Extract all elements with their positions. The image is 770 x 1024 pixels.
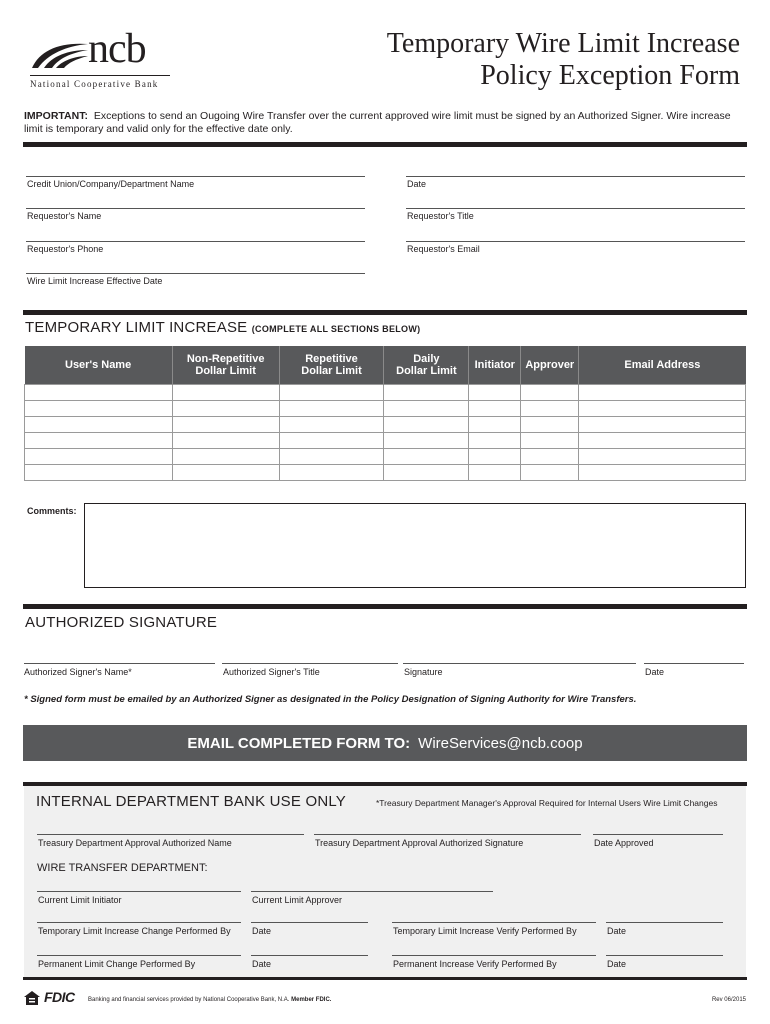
- col-non-repetitive: Non-Repetitive Dollar Limit: [172, 346, 279, 384]
- table-cell[interactable]: [25, 416, 173, 432]
- auth-section-title: AUTHORIZED SIGNATURE: [25, 614, 218, 631]
- table-cell[interactable]: [279, 448, 384, 464]
- table-cell[interactable]: [521, 384, 579, 400]
- table-row: [25, 416, 746, 432]
- revision-date: Rev 06/2015: [711, 997, 746, 1003]
- table-cell[interactable]: [172, 416, 279, 432]
- requestor-phone-label: Requestor's Phone: [27, 244, 104, 254]
- email-instructions-bar: [23, 725, 747, 761]
- current-approver-field-line[interactable]: [251, 891, 493, 892]
- company-field-line[interactable]: [26, 176, 365, 177]
- section-divider: [23, 604, 747, 609]
- table-cell[interactable]: [521, 464, 579, 480]
- temp-change-date-label: Date: [252, 926, 272, 936]
- comments-label: Comments:: [27, 506, 77, 516]
- requestor-email-field-line[interactable]: [406, 241, 745, 242]
- table-cell[interactable]: [279, 416, 384, 432]
- table-cell[interactable]: [172, 464, 279, 480]
- table-row: [25, 464, 746, 480]
- important-label: IMPORTANT:: [24, 110, 88, 122]
- footer-disclaimer: [88, 997, 331, 1003]
- email-address-link[interactable]: WireServices@ncb.coop: [418, 734, 583, 752]
- table-cell[interactable]: [469, 384, 521, 400]
- ncb-logo-swoosh-icon: [30, 40, 90, 70]
- table-cell[interactable]: [279, 432, 384, 448]
- treasury-sig-field-line[interactable]: [314, 834, 581, 835]
- perm-verify-field-line[interactable]: [392, 955, 596, 956]
- table-cell[interactable]: [469, 448, 521, 464]
- table-cell[interactable]: [579, 400, 746, 416]
- table-header-row: [25, 346, 746, 384]
- temp-verify-field-line[interactable]: [392, 922, 596, 923]
- section-divider: [23, 782, 747, 786]
- perm-verify-date-field-line[interactable]: [606, 955, 723, 956]
- temp-verify-label: Temporary Limit Increase Verify Performed By: [393, 926, 577, 936]
- table-cell[interactable]: [25, 448, 173, 464]
- limit-section-heading: [25, 319, 420, 336]
- comments-textarea[interactable]: [84, 503, 746, 588]
- col-users-name: User's Name: [25, 346, 173, 384]
- logo-subtitle: National Cooperative Bank: [30, 79, 159, 89]
- table-cell[interactable]: [384, 448, 469, 464]
- signature-field-line[interactable]: [403, 663, 636, 664]
- table-cell[interactable]: [469, 400, 521, 416]
- section-divider: [23, 310, 747, 315]
- signer-title-field-line[interactable]: [222, 663, 398, 664]
- current-initiator-label: Current Limit Initiator: [38, 895, 122, 905]
- effective-date-field-line[interactable]: [26, 273, 365, 274]
- form-title: [387, 28, 740, 92]
- treasury-name-field-line[interactable]: [37, 834, 304, 835]
- table-cell[interactable]: [579, 416, 746, 432]
- auth-date-label: Date: [645, 667, 665, 677]
- footer-disclaimer-text: Banking and financial services provided by National Cooperative Bank, N.A.: [88, 997, 290, 1003]
- table-cell[interactable]: [469, 432, 521, 448]
- table-cell[interactable]: [579, 432, 746, 448]
- perm-verify-label: Permanent Increase Verify Performed By: [393, 959, 557, 969]
- form-title-line2: Policy Exception Form: [480, 60, 740, 91]
- signature-label: Signature: [404, 667, 443, 677]
- temp-change-date-field-line[interactable]: [251, 922, 368, 923]
- signer-title-label: Authorized Signer's Title: [223, 667, 320, 677]
- requestor-title-label: Requestor's Title: [407, 211, 474, 221]
- limits-table: [24, 346, 746, 481]
- table-row: [25, 432, 746, 448]
- requestor-name-label: Requestor's Name: [27, 211, 102, 221]
- requestor-email-label: Requestor's Email: [407, 244, 480, 254]
- col-repetitive: Repetitive Dollar Limit: [279, 346, 384, 384]
- temp-change-label: Temporary Limit Increase Change Performed By: [38, 926, 231, 936]
- col-approver: Approver: [521, 346, 579, 384]
- table-cell[interactable]: [579, 384, 746, 400]
- table-cell[interactable]: [279, 400, 384, 416]
- requestor-name-field-line[interactable]: [26, 208, 365, 209]
- table-cell[interactable]: [521, 432, 579, 448]
- treasury-name-label: Treasury Department Approval Authorized Name: [38, 838, 232, 848]
- limit-section-note: (COMPLETE ALL SECTIONS BELOW): [251, 324, 421, 334]
- table-row: [25, 400, 746, 416]
- table-cell[interactable]: [25, 464, 173, 480]
- requestor-phone-field-line[interactable]: [26, 241, 365, 242]
- signer-name-label: Authorized Signer's Name*: [24, 667, 132, 677]
- table-cell[interactable]: [25, 400, 173, 416]
- perm-change-date-label: Date: [252, 959, 272, 969]
- company-field-label: Credit Union/Company/Department Name: [27, 179, 195, 189]
- table-cell[interactable]: [384, 400, 469, 416]
- temp-verify-date-label: Date: [607, 926, 627, 936]
- wire-dept-heading: WIRE TRANSFER DEPARTMENT:: [37, 862, 208, 874]
- current-initiator-field-line[interactable]: [37, 891, 241, 892]
- table-cell[interactable]: [521, 416, 579, 432]
- table-cell[interactable]: [384, 432, 469, 448]
- treasury-sig-label: Treasury Department Approval Authorized Signature: [315, 838, 524, 848]
- table-cell[interactable]: [384, 464, 469, 480]
- form-title-line1: Temporary Wire Limit Increase: [386, 28, 740, 59]
- perm-change-date-field-line[interactable]: [251, 955, 368, 956]
- table-row: [25, 384, 746, 400]
- fdic-logo: FDIC: [44, 989, 75, 1005]
- table-cell[interactable]: [469, 416, 521, 432]
- footer-member-fdic: Member FDIC.: [291, 997, 332, 1003]
- col-daily: Daily Dollar Limit: [384, 346, 469, 384]
- date-field-line[interactable]: [406, 176, 745, 177]
- table-cell[interactable]: [579, 464, 746, 480]
- signer-name-field-line[interactable]: [24, 663, 215, 664]
- table-cell[interactable]: [384, 416, 469, 432]
- table-cell[interactable]: [521, 400, 579, 416]
- table-cell[interactable]: [172, 384, 279, 400]
- equal-housing-lender-icon: [24, 991, 40, 1005]
- table-cell[interactable]: [279, 464, 384, 480]
- authorized-signer-note: * Signed form must be emailed by an Authorized Signer as designated in the Policy Designation of Signing Authority for Wire Transfers.: [24, 694, 637, 705]
- auth-date-field-line[interactable]: [644, 663, 744, 664]
- table-cell[interactable]: [579, 448, 746, 464]
- table-cell[interactable]: [521, 448, 579, 464]
- important-notice: [24, 110, 746, 136]
- effective-date-label: Wire Limit Increase Effective Date: [27, 276, 163, 286]
- temp-verify-date-field-line[interactable]: [606, 922, 723, 923]
- col-email: Email Address: [579, 346, 746, 384]
- section-divider: [23, 977, 747, 980]
- table-cell[interactable]: [172, 400, 279, 416]
- temp-change-field-line[interactable]: [37, 922, 241, 923]
- table-cell[interactable]: [469, 464, 521, 480]
- table-cell[interactable]: [279, 384, 384, 400]
- important-text: Exceptions to send an Ougoing Wire Transfer over the current approved wire limit must be signed by an Authorized Signer. Wire increase limit is temporary and valid only for the effective date only.: [24, 110, 731, 135]
- col-initiator: Initiator: [469, 346, 521, 384]
- table-cell[interactable]: [384, 384, 469, 400]
- date-approved-label: Date Approved: [594, 838, 654, 848]
- internal-section: [24, 782, 746, 980]
- perm-change-field-line[interactable]: [37, 955, 241, 956]
- table-row: [25, 448, 746, 464]
- section-divider: [23, 142, 747, 147]
- table-cell[interactable]: [25, 384, 173, 400]
- requestor-title-field-line[interactable]: [406, 208, 745, 209]
- perm-verify-date-label: Date: [607, 959, 627, 969]
- table-cell[interactable]: [172, 448, 279, 464]
- table-cell[interactable]: [25, 432, 173, 448]
- limit-section-title: TEMPORARY LIMIT INCREASE: [25, 319, 248, 336]
- perm-change-label: Permanent Limit Change Performed By: [38, 959, 196, 969]
- logo-rule: [30, 75, 170, 76]
- date-approved-field-line[interactable]: [593, 834, 723, 835]
- date-field-label: Date: [407, 179, 427, 189]
- logo-wordmark: ncb: [88, 26, 146, 72]
- table-cell[interactable]: [172, 432, 279, 448]
- internal-section-note: *Treasury Department Manager's Approval Required for Internal Users Wire Limit Changes: [376, 798, 718, 808]
- internal-section-title: INTERNAL DEPARTMENT BANK USE ONLY: [36, 793, 346, 810]
- email-bar-label: EMAIL COMPLETED FORM TO:: [187, 734, 411, 752]
- current-approver-label: Current Limit Approver: [252, 895, 343, 905]
